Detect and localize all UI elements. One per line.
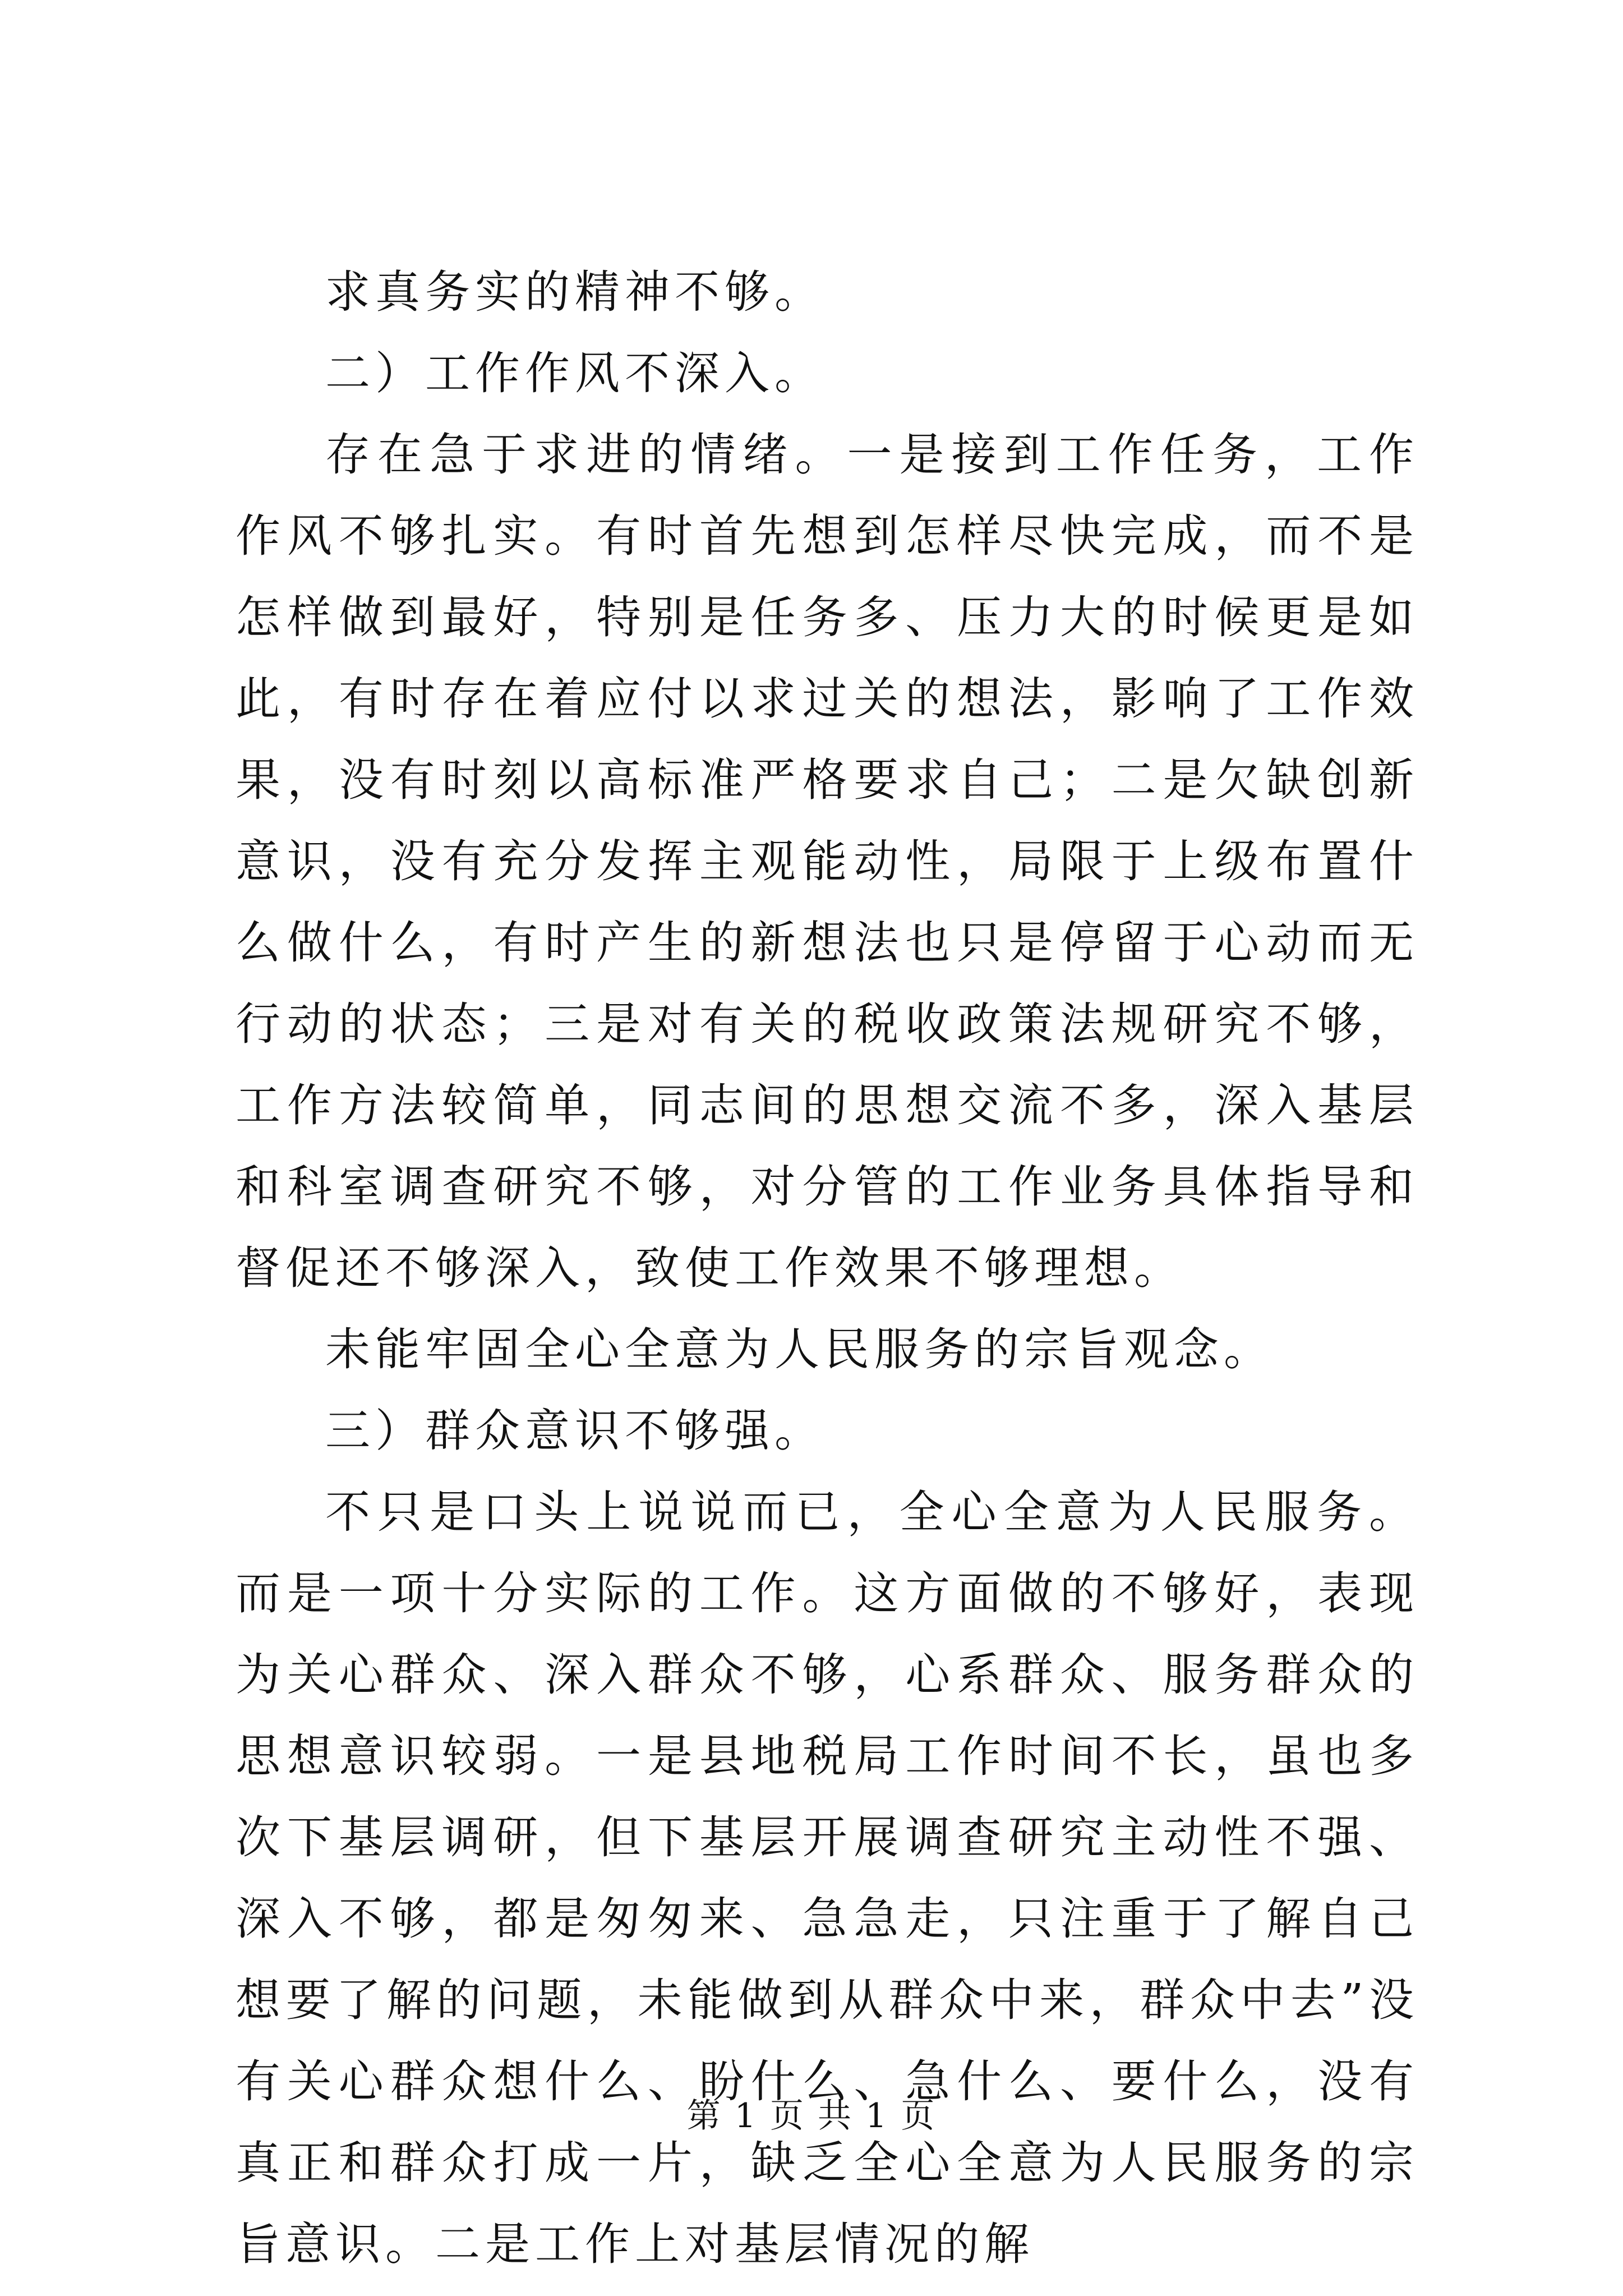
paragraph: 未能牢固全心全意为人民服务的宗旨观念。 [325, 1323, 1274, 1375]
paragraph: 不只是口头上说说而已，全心全意为人民服务。而是一项十分实际的工作。这方面做的不够好，表现为关心群众、深入群众不够，心系群众、服务群众的思想意识较弱。一是县地税局工作时间不长，虽也多次下基层调研，但下基层开展调查研究主动性不强、深入不够，都是匆匆来、急急走，只注重于了解自己想要了解的问题，未能做到从群众中来，群众中去”没有关心群众想什么、盼什么、急什么、要什么，没有真正和群众打成一片，缺乏全心全意为人民服务的宗旨意识。二是工作上对基层情况的解 [236, 1486, 1419, 2270]
page-number-footer: 第 1 页 共 1 页 [686, 2096, 937, 2136]
paragraph: 求真务实的精神不够。 [325, 266, 824, 318]
section-heading: 三）群众意识不够强。 [325, 1405, 824, 1457]
document-body [236, 251, 1419, 2285]
section-heading: 二）工作作风不深入。 [325, 347, 824, 399]
paragraph: 存在急于求进的情绪。一是接到工作任务，工作作风不够扎实。有时首先想到怎样尽快完成，而不是怎样做到最好，特别是任务多、压力大的时候更是如此，有时存在着应付以求过关的想法，影响了工作效果，没有时刻以高标准严格要求自己；二是欠缺创新意识，没有充分发挥主观能动性，局限于上级布置什么做什么，有时产生的新想法也只是停留于心动而无行动的状态；三是对有关的税收政策法规研究不够，工作方法较简单，同志间的思想交流不多，深入基层和科室调查研究不够，对分管的工作业务具体指导和督促还不够深入，致使工作效果不够理想。 [236, 429, 1419, 1294]
